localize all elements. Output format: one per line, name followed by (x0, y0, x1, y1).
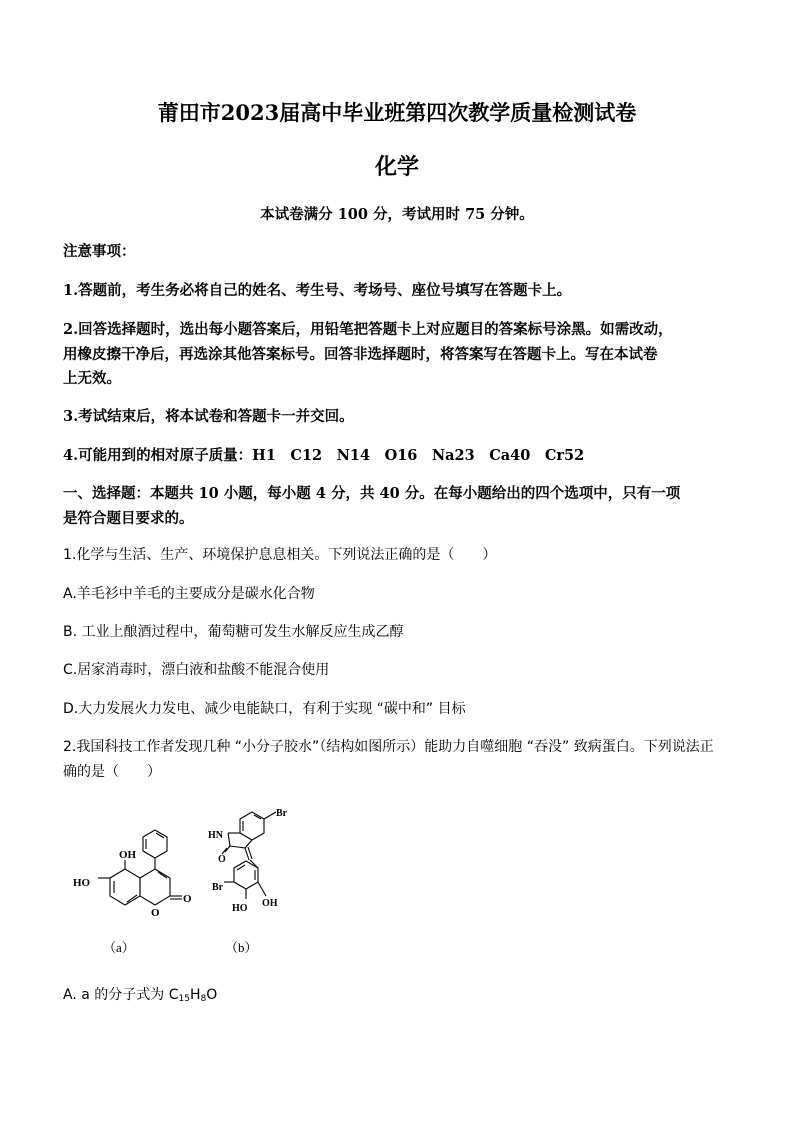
option-a-prefix: A. a 的分子式为 C (63, 987, 179, 1003)
structure-b-ho-label: HO (232, 903, 248, 914)
option-a-h: H (189, 987, 201, 1003)
option-a-sub-8: 8 (200, 994, 207, 1004)
question-1-stem: 1.化学与生活、生产、环境保护息息相关。下列说法正确的是（ ） (63, 547, 497, 563)
notice-item-2-line-1: 2.回答选择题时，选出每小题答案后，用铅笔把答题卡上对应题目的答案标号涂黑。如需改动， (63, 321, 673, 338)
question-1-option-b: B. 工业上酿酒过程中，葡萄糖可发生水解反应生成乙醇 (63, 624, 404, 640)
subject-title: 化学 (374, 154, 419, 180)
structure-a-ring-oxygen: O (151, 907, 160, 919)
question-1-option-a: A.羊毛衫中羊毛的主要成分是碳水化合物 (63, 586, 315, 602)
structure-b-nh-label: HN (208, 830, 223, 841)
structure-a-oh-label: OH (119, 849, 137, 861)
structure-b-caption: （b） (225, 940, 258, 955)
notice-item-2-line-3: 上无效。 (63, 370, 121, 387)
structure-a-caption: （a） (103, 940, 135, 955)
question-1-option-c: C.居家消毒时，漂白液和盐酸不能混合使用 (63, 662, 330, 678)
notice-item-3: 3.考试结束后，将本试卷和答题卡一并交回。 (63, 408, 354, 425)
exam-title: 莆田市2023届高中毕业班第四次教学质量检测试卷 (157, 100, 637, 125)
structure-a-figure (60, 820, 190, 930)
notice-heading: 注意事项： (63, 243, 136, 260)
exam-info: 本试卷满分 100 分，考试用时 75 分钟。 (260, 206, 534, 223)
structure-b-br-top: Br (276, 808, 288, 819)
notice-item-2-line-2: 用橡皮擦干净后，再选涂其他答案标号。回答非选择题时，将答案写在答题卡上。写在本试卷 (63, 346, 658, 363)
notice-item-4: 4.可能用到的相对原子质量：H1 C12 N14 O16 Na23 Ca40 Cr52 (63, 447, 585, 464)
question-2-stem-line-1: 2.我国科技工作者发现几种 “小分子胶水”（结构如图所示）能助力自噬细胞 “吞没” 致病蛋白。下列说法正 (63, 739, 714, 755)
structure-a-ho-label: HO (73, 877, 91, 889)
notice-item-1: 1.答题前，考生务必将自己的姓名、考生号、考场号、座位号填写在答题卡上。 (63, 282, 572, 299)
question-2-option-a (63, 984, 217, 1004)
structure-b-figure (200, 800, 310, 920)
question-1-option-d: D.大力发展火力发电、减少电能缺口，有利于实现 “碳中和” 目标 (63, 701, 466, 717)
section-heading-line-2: 是符合题目要求的。 (63, 510, 194, 527)
structure-b-oh-label: OH (262, 898, 278, 909)
question-2-stem-line-2: 确的是（ ） (63, 764, 161, 780)
structure-a-carbonyl-oxygen: O (183, 893, 192, 905)
section-heading-line-1: 一、选择题：本题共 10 小题，每小题 4 分，共 40 分。在每小题给出的四个选项中，只有一项 (63, 485, 681, 502)
option-a-sub-15: 15 (178, 994, 190, 1004)
option-a-o: O (206, 987, 218, 1003)
structure-b-carbonyl-oxygen: O (218, 854, 226, 865)
structure-b-br-left: Br (212, 882, 224, 893)
